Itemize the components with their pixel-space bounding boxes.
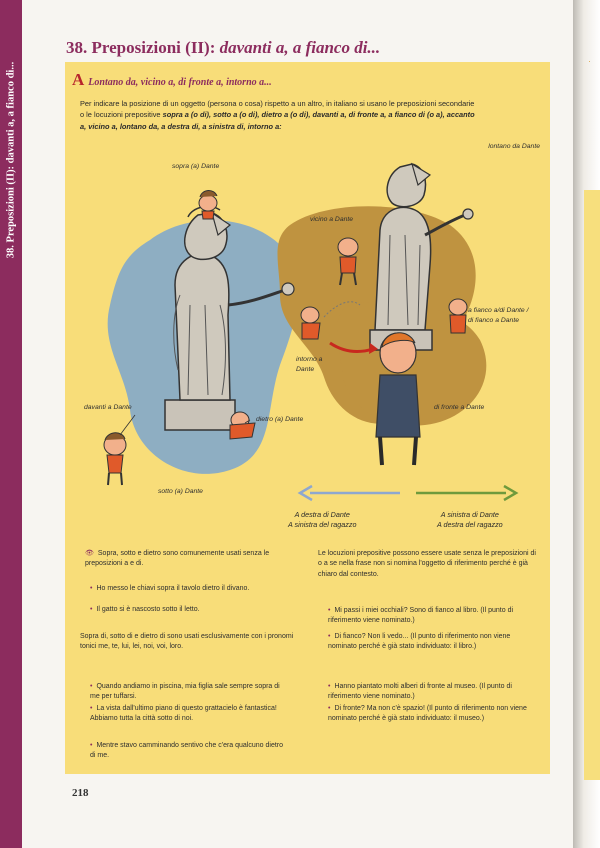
label-fianco — [468, 306, 530, 326]
col1-example-2 — [90, 605, 290, 615]
section-heading — [72, 70, 272, 90]
col1-example-4 — [90, 704, 290, 725]
col2-rule: Le locuzioni prepositive possono essere usate senza le preposizioni di o a se nella frase non si nomina l'oggetto di riferimento perché è già chiaro dal contesto. — [318, 550, 536, 578]
bullet-icon: • — [328, 705, 331, 712]
label-sotto: sotto (a) Dante — [158, 488, 203, 495]
label-davanti: davanti a Dante — [84, 404, 132, 411]
sidebar-chapter-title: 38. Preposizioni (II): davanti a, a fianco di... — [5, 61, 17, 259]
col2-example-3-text: Hanno piantato molti alberi di fronte al museo. (Il punto di riferimento viene nominato.) — [328, 683, 512, 701]
bullet-icon: • — [90, 585, 93, 592]
page-number: 218 — [72, 787, 89, 799]
bullet-icon: • — [90, 742, 93, 749]
col1-note — [85, 549, 297, 570]
title-topic: davanti a, a fianco di... — [219, 38, 381, 57]
label-lontano-text: lontano da Dante — [488, 143, 540, 150]
next-page-marks: · — [588, 56, 591, 66]
intro-paragraph — [80, 98, 480, 132]
bullet-icon: • — [328, 607, 331, 614]
legend-left-l1: A destra di Dante — [294, 510, 350, 519]
col2-example-2-text: Di fianco? Non li vedo... (Il punto di riferimento non viene nominato perché è già stato individuato: il libro.) — [328, 633, 511, 651]
col2-example-2 — [328, 632, 536, 653]
boy-in-front — [104, 433, 126, 485]
col1-example-5-text: Mentre stavo camminando sentivo che c'era qualcuno dietro di me. — [90, 742, 284, 760]
legend-left — [288, 510, 356, 530]
bullet-icon: • — [90, 683, 93, 690]
label-lontano — [482, 142, 540, 152]
col1-example-3 — [90, 682, 290, 703]
page-title — [66, 38, 380, 58]
col2-example-4 — [328, 704, 536, 725]
callout-line-davanti — [120, 415, 135, 435]
col1-example-1 — [90, 584, 290, 594]
col1-example-4-text: La vista dall'ultimo piano di questo grattacielo è fantastica! Abbiamo tutta la città sotto di noi. — [90, 705, 277, 723]
section-title: Lontano da, vicino a, di fronte a, intorno a... — [88, 77, 272, 88]
dante-illustration — [80, 155, 550, 515]
section-letter: A — [72, 70, 85, 89]
legend-right-l2: A destra del ragazzo — [437, 520, 503, 529]
label-fronte: di fronte a Dante — [434, 404, 485, 411]
col2-example-1-text: Mi passi i miei occhiali? Sono di fianco al libro. (Il punto di riferimento viene nominato.) — [328, 607, 514, 625]
intro-prepositions: sopra a (o di), sotto a (o di), dietro a (o di), davanti a, di fronte a, a fianco di (o a), accanto a, vicino a, lontano da, a destra di, a sinistra di, intorno a: — [80, 110, 475, 131]
legend-right-l1: A sinistra di Dante — [440, 510, 499, 519]
label-intorno-text: intorno a Dante — [296, 356, 323, 373]
col1-example-2-text: Il gatto si è nascosto sotto il letto. — [96, 606, 200, 613]
label-vicino: vicino a Dante — [310, 216, 354, 223]
boy-facing-dante — [376, 333, 420, 465]
bullet-icon: • — [328, 633, 331, 640]
intro-text: Per indicare la posizione di un oggetto (persona o cosa) rispetto a un altro, in italiano si usano le preposizioni secondarie o le locuzioni prepositive — [80, 99, 475, 120]
col1-example-1-text: Ho messo le chiavi sopra il tavolo dietro il divano. — [96, 585, 250, 592]
label-sopra: sopra (a) Dante — [172, 163, 220, 170]
boy-beside-dante — [449, 299, 467, 333]
bullet-icon: • — [328, 683, 331, 690]
legend-right — [437, 510, 503, 530]
eye-icon: 👁 — [85, 550, 94, 557]
col2-example-1 — [328, 606, 536, 627]
col1-example-3-text: Quando andiamo in piscina, mia figlia sale sempre sopra di me per tuffarsi. — [90, 683, 280, 701]
col2-example-3 — [328, 682, 536, 703]
next-page-yellow-edge — [584, 190, 600, 780]
col1-rule: Sopra di, sotto di e dietro di sono usati esclusivamente con i pronomi tonici me, te, lui, lei, noi, voi, loro. — [80, 633, 294, 651]
col1-note-text: Sopra, sotto e dietro sono comunemente usati senza le preposizioni a e di. — [85, 550, 270, 568]
chapter-sidebar — [0, 0, 22, 848]
direction-arrows — [296, 481, 520, 505]
bullet-icon: • — [90, 705, 93, 712]
label-fianco-text: a fianco a/di Dante / di fianco a Dante — [468, 307, 529, 324]
bullet-icon: • — [90, 606, 93, 613]
col1-example-5 — [90, 741, 290, 762]
col2-example-4-text: Di fronte? Ma non c'è spazio! (Il punto di riferimento non viene nominato perché è già stato individuato: il museo.) — [328, 705, 527, 723]
title-number: 38. Preposizioni (II): — [66, 38, 220, 57]
label-intorno — [296, 355, 338, 375]
legend-left-l2: A sinistra del ragazzo — [288, 520, 357, 529]
label-dietro: dietro (a) Dante — [256, 416, 304, 423]
